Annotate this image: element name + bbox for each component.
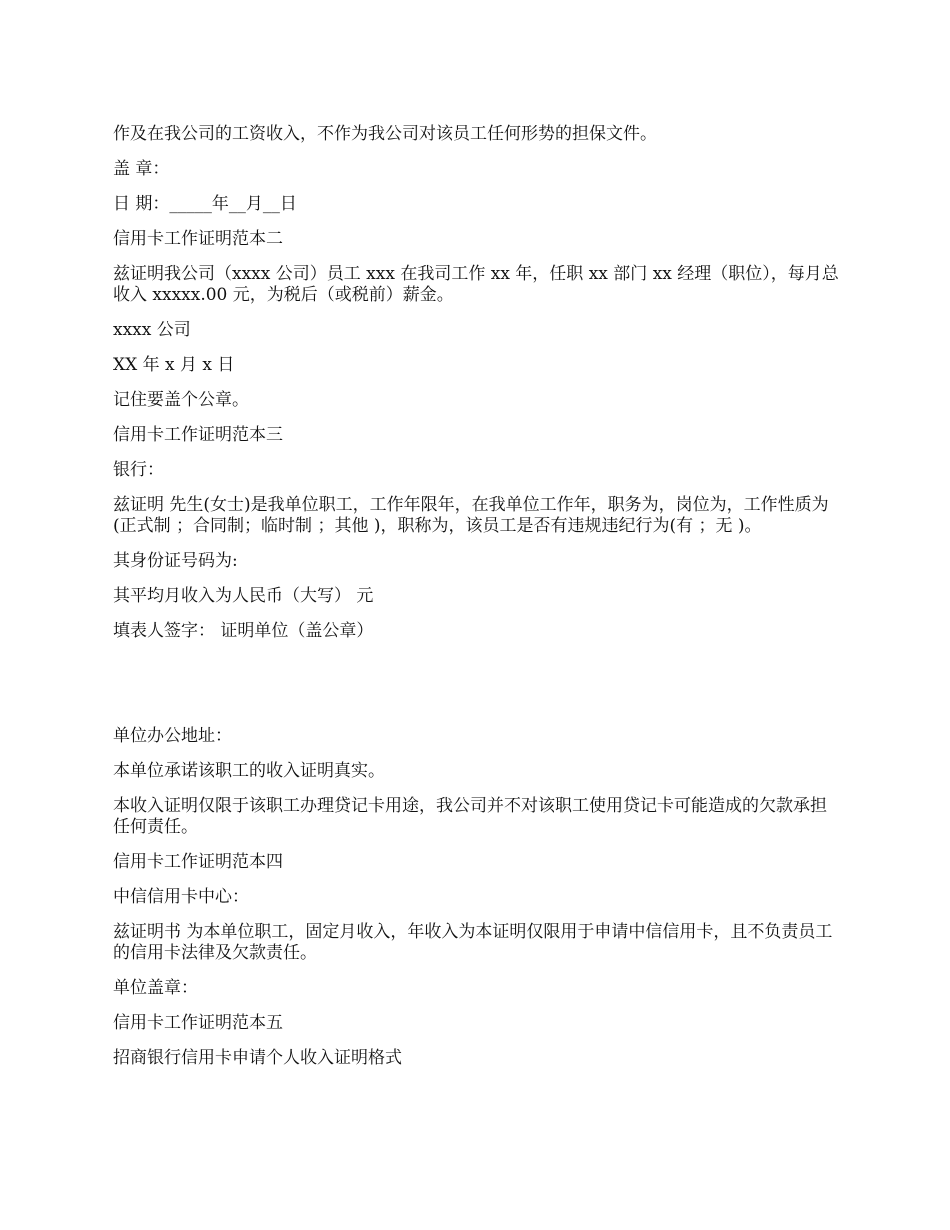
- paragraph-commitment: 本单位承诺该职工的收入证明真实。: [113, 761, 385, 781]
- paragraph-cmb-format: 招商银行信用卡申请个人收入证明格式: [113, 1048, 402, 1068]
- heading-template-three: 信用卡工作证明范本三: [113, 425, 283, 445]
- paragraph-guarantee-disclaimer: 作及在我公司的工资收入，不作为我公司对该员工任何形势的担保文件。: [113, 124, 657, 144]
- paragraph-employment-proof: 兹证明我公司（xxxx 公司）员工 xxx 在我司工作 xx 年，任职 xx 部门 xx 经理（职位），每月总收入 xxxxx.00 元，为税后（或税前）薪金。: [113, 264, 839, 305]
- document-page: [113, 124, 843, 1083]
- paragraph-monthly-income: 其平均月收入为人民币（大写） 元: [113, 586, 374, 606]
- paragraph-date-two: XX 年 x 月 x 日: [113, 355, 235, 375]
- paragraph-company: xxxx 公司: [113, 320, 191, 340]
- paragraph-id-number: 其身份证号码为:: [113, 551, 238, 571]
- paragraph-stamp-reminder: 记住要盖个公章。: [113, 390, 249, 410]
- paragraph-citic-proof: 兹证明书 为本单位职工，固定月收入，年收入为本证明仅限用于申请中信信用卡，且不负责员工的信用卡法律及欠款责任。: [113, 922, 833, 963]
- blank-spacer: [113, 656, 843, 726]
- heading-template-two: 信用卡工作证明范本二: [113, 229, 283, 249]
- paragraph-date: 日 期：_____年__月__日: [113, 194, 297, 214]
- paragraph-employee-details: 兹证明 先生(女士)是我单位职工，工作年限年，在我单位工作年，职务为，岗位为，工作性质为(正式制 ；合同制；临时制 ；其他 )，职称为，该员工是否有违规违纪行为(有 ；无 )。: [113, 495, 829, 536]
- paragraph-signatures: 填表人签字： 证明单位（盖公章）: [113, 621, 374, 641]
- paragraph-unit-seal: 单位盖章：: [113, 978, 198, 998]
- heading-template-five: 信用卡工作证明范本五: [113, 1013, 283, 1033]
- paragraph-citic-center: 中信信用卡中心：: [113, 887, 249, 907]
- paragraph-bank: 银行：: [113, 460, 164, 480]
- heading-template-four: 信用卡工作证明范本四: [113, 852, 283, 872]
- paragraph-usage-limitation: 本收入证明仅限于该职工办理贷记卡用途，我公司并不对该职工使用贷记卡可能造成的欠款承担任何责任。: [113, 796, 827, 837]
- paragraph-seal: 盖 章：: [113, 159, 170, 179]
- paragraph-office-address: 单位办公地址：: [113, 726, 232, 746]
